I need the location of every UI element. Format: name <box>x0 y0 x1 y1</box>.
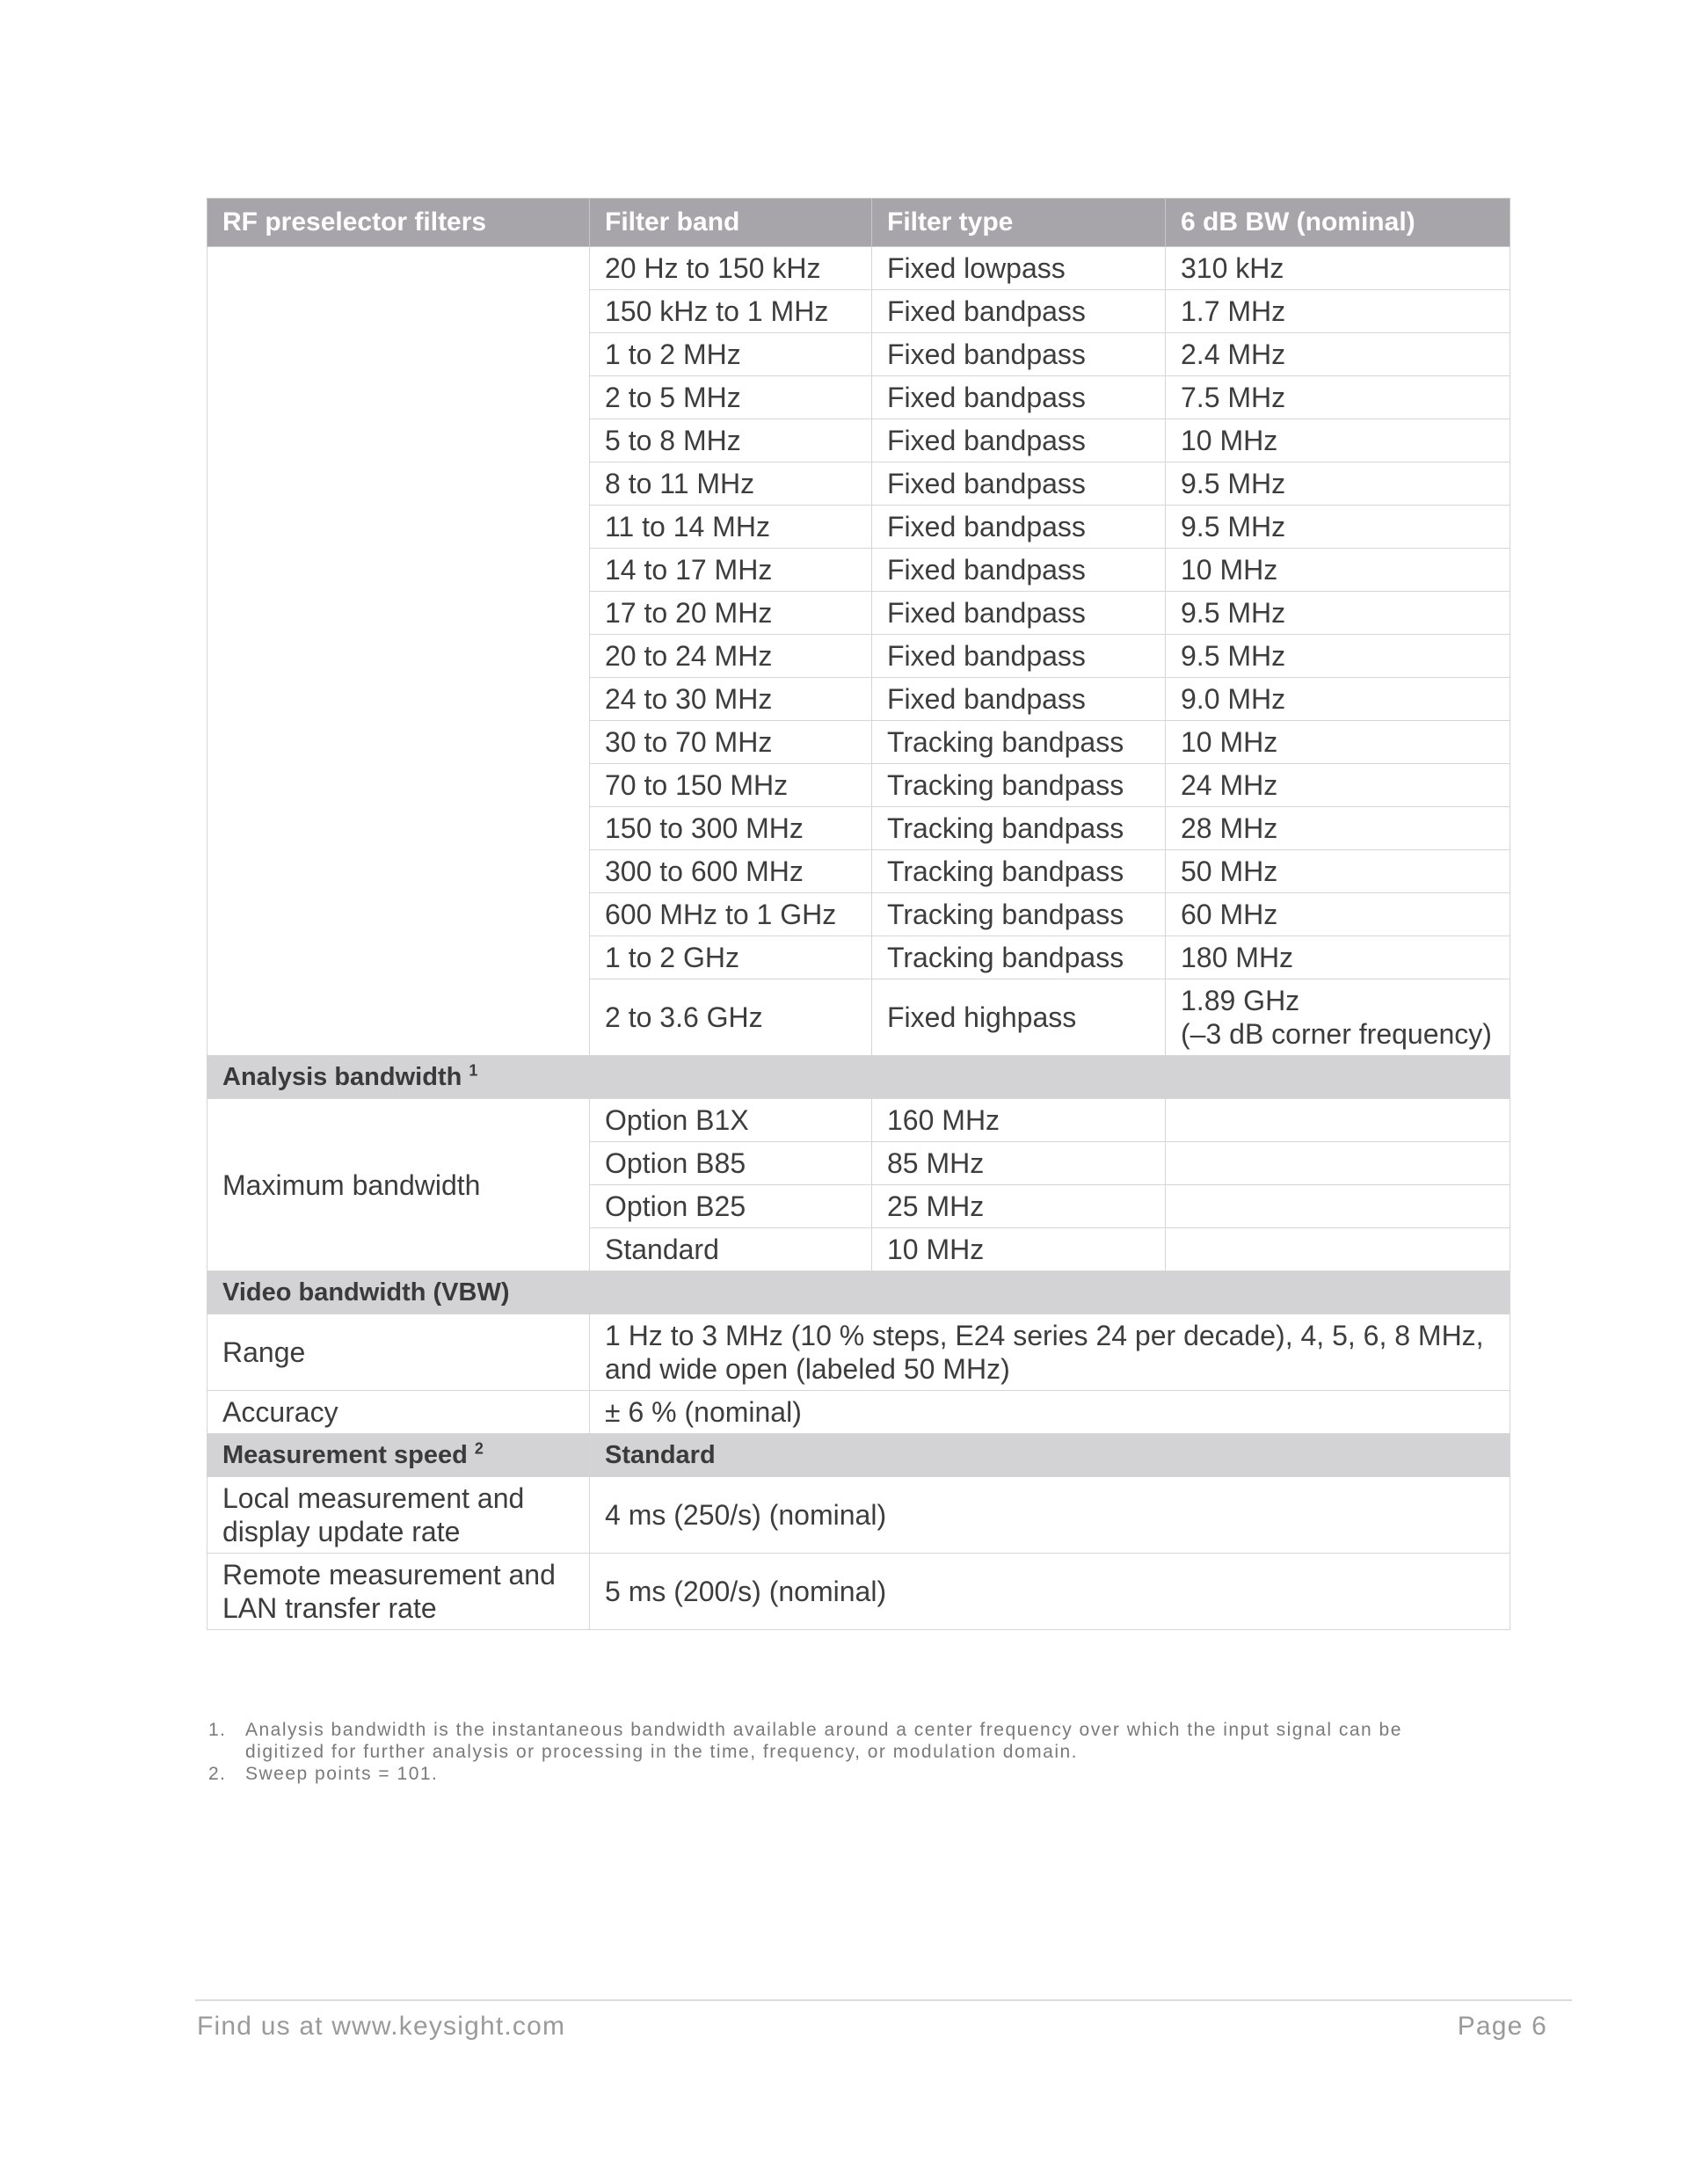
filter-band-cell: 8 to 11 MHz <box>590 462 872 506</box>
filter-type-cell: Fixed bandpass <box>872 333 1166 376</box>
bw-cell <box>1166 979 1510 1056</box>
label-line: Local measurement and <box>222 1482 525 1514</box>
spec-table <box>207 198 1510 1630</box>
filter-band-cell: 70 to 150 MHz <box>590 764 872 807</box>
bw-value: 7.5 MHz <box>1181 382 1286 413</box>
section-row <box>207 1056 1510 1099</box>
footnote-text <box>245 1719 1474 1763</box>
section-label: Analysis bandwidth <box>222 1063 462 1091</box>
footnote-number: 1. <box>208 1720 227 1740</box>
bw-value: 9.5 MHz <box>1181 597 1286 629</box>
bw-cell <box>1166 850 1510 893</box>
footnote-ref: 1 <box>469 1061 478 1080</box>
bw-cell <box>1166 721 1510 764</box>
filter-type-cell: Tracking bandpass <box>872 721 1166 764</box>
table-header-row <box>207 199 1510 247</box>
filter-band-cell: 20 to 24 MHz <box>590 635 872 678</box>
empty-cell <box>1166 1099 1510 1142</box>
filter-band-cell: 1 to 2 GHz <box>590 936 872 979</box>
filter-type-cell: Fixed bandpass <box>872 419 1166 462</box>
bw-value: 10 MHz <box>1181 425 1278 456</box>
remote-rate-label <box>207 1554 590 1630</box>
bw-cell <box>1166 635 1510 678</box>
bw-value: 50 MHz <box>1181 855 1278 887</box>
filter-type-cell: Fixed bandpass <box>872 592 1166 635</box>
bw-cell <box>1166 290 1510 333</box>
footnote-line: Sweep points = 101. <box>245 1764 439 1784</box>
filter-type-cell: Tracking bandpass <box>872 850 1166 893</box>
footnote <box>208 1763 1474 1785</box>
option-bw-cell: 25 MHz <box>872 1185 1166 1228</box>
filter-band-cell: 600 MHz to 1 GHz <box>590 893 872 936</box>
bw-value: 10 MHz <box>1181 726 1278 758</box>
bw-value: 28 MHz <box>1181 812 1278 844</box>
filter-type-cell: Fixed bandpass <box>872 290 1166 333</box>
footnote-ref: 2 <box>474 1439 484 1458</box>
bw-value: 2.4 MHz <box>1181 339 1286 370</box>
bw-value: 9.0 MHz <box>1181 683 1286 715</box>
section-analysis-bandwidth <box>207 1056 1510 1099</box>
local-rate-value: 4 ms (250/s) (nominal) <box>590 1477 1510 1554</box>
filter-band-cell: 2 to 5 MHz <box>590 376 872 419</box>
section-video-bandwidth: Video bandwidth (VBW) <box>207 1271 1510 1314</box>
filter-type-cell: Tracking bandpass <box>872 764 1166 807</box>
filter-type-cell: Tracking bandpass <box>872 807 1166 850</box>
empty-cell <box>1166 1185 1510 1228</box>
header-rf-preselector-filters: RF preselector filters <box>207 199 590 247</box>
option-bw-cell: 10 MHz <box>872 1228 1166 1271</box>
label-line: display update rate <box>222 1516 461 1547</box>
table-row <box>207 247 1510 290</box>
bw-cell <box>1166 247 1510 290</box>
maximum-bandwidth-label: Maximum bandwidth <box>207 1099 590 1271</box>
table-row <box>207 1554 1510 1630</box>
footer-website: Find us at www.keysight.com <box>197 2012 566 2041</box>
filter-type-cell: Fixed bandpass <box>872 506 1166 549</box>
bw-cell <box>1166 506 1510 549</box>
empty-cell <box>1166 1142 1510 1185</box>
filter-band-cell: 20 Hz to 150 kHz <box>590 247 872 290</box>
bw-cell <box>1166 549 1510 592</box>
range-line: and wide open (labeled 50 MHz) <box>605 1353 1010 1385</box>
table-row <box>207 1099 1510 1142</box>
section-row <box>207 1271 1510 1314</box>
label-line: LAN transfer rate <box>222 1592 437 1624</box>
bw-cell <box>1166 592 1510 635</box>
section-measurement-speed <box>207 1434 590 1477</box>
filter-type-cell: Tracking bandpass <box>872 893 1166 936</box>
bw-note: (–3 dB corner frequency) <box>1181 1018 1492 1050</box>
bw-value: 9.5 MHz <box>1181 468 1286 499</box>
filter-type-cell: Tracking bandpass <box>872 936 1166 979</box>
empty-cell <box>1166 1228 1510 1271</box>
table-row <box>207 1391 1510 1434</box>
bw-value: 310 kHz <box>1181 252 1284 284</box>
filter-type-cell: Fixed bandpass <box>872 376 1166 419</box>
bw-value: 9.5 MHz <box>1181 511 1286 542</box>
footnote <box>208 1719 1474 1763</box>
bw-value: 10 MHz <box>1181 554 1278 586</box>
filter-band-cell: 14 to 17 MHz <box>590 549 872 592</box>
section-label: Measurement speed <box>222 1441 468 1469</box>
footnote-line: digitized for further analysis or processing in the time, frequency, or modulation domain. <box>245 1742 1079 1762</box>
section-row <box>207 1434 1510 1477</box>
option-bw-cell: 85 MHz <box>872 1142 1166 1185</box>
filter-type-cell: Fixed lowpass <box>872 247 1166 290</box>
filter-band-cell: 17 to 20 MHz <box>590 592 872 635</box>
header-filter-type: Filter type <box>872 199 1166 247</box>
footnote-number: 2. <box>208 1764 227 1784</box>
accuracy-value: ± 6 % (nominal) <box>590 1391 1510 1434</box>
filter-band-cell: 1 to 2 MHz <box>590 333 872 376</box>
table-row <box>207 1477 1510 1554</box>
filter-band-cell: 150 kHz to 1 MHz <box>590 290 872 333</box>
bw-cell <box>1166 462 1510 506</box>
bw-cell <box>1166 333 1510 376</box>
filter-type-cell: Fixed bandpass <box>872 678 1166 721</box>
bw-cell <box>1166 936 1510 979</box>
bw-value: 9.5 MHz <box>1181 640 1286 672</box>
filter-type-cell: Fixed highpass <box>872 979 1166 1056</box>
option-name-cell: Option B1X <box>590 1099 872 1142</box>
bw-value: 180 MHz <box>1181 942 1294 973</box>
bw-value: 60 MHz <box>1181 899 1278 930</box>
bw-value: 24 MHz <box>1181 769 1278 801</box>
range-line: 1 Hz to 3 MHz (10 % steps, E24 series 24 per decade), 4, 5, 6, 8 MHz, <box>605 1320 1484 1351</box>
accuracy-label: Accuracy <box>207 1391 590 1434</box>
header-filter-band: Filter band <box>590 199 872 247</box>
bw-cell <box>1166 678 1510 721</box>
table-row <box>207 1314 1510 1391</box>
filter-band-cell: 11 to 14 MHz <box>590 506 872 549</box>
bw-cell <box>1166 893 1510 936</box>
option-bw-cell: 160 MHz <box>872 1099 1166 1142</box>
footnotes <box>208 1719 1474 1785</box>
filter-band-cell: 150 to 300 MHz <box>590 807 872 850</box>
header-bw: 6 dB BW (nominal) <box>1166 199 1510 247</box>
local-rate-label <box>207 1477 590 1554</box>
footer-divider <box>195 1999 1572 2001</box>
footnote-line: Analysis bandwidth is the instantaneous bandwidth available around a center frequency over which the input signal can be <box>245 1720 1402 1740</box>
footnote-text <box>245 1763 1474 1785</box>
bw-cell <box>1166 419 1510 462</box>
filter-band-cell: 24 to 30 MHz <box>590 678 872 721</box>
rf-preselector-label-cell <box>207 247 590 1056</box>
bw-value: 1.89 GHz <box>1181 985 1300 1016</box>
range-value <box>590 1314 1510 1391</box>
label-line: Remote measurement and <box>222 1559 556 1591</box>
remote-rate-value: 5 ms (200/s) (nominal) <box>590 1554 1510 1630</box>
filter-band-cell: 30 to 70 MHz <box>590 721 872 764</box>
filter-type-cell: Fixed bandpass <box>872 462 1166 506</box>
filter-band-cell: 2 to 3.6 GHz <box>590 979 872 1056</box>
bw-cell <box>1166 376 1510 419</box>
range-label: Range <box>207 1314 590 1391</box>
option-name-cell: Option B85 <box>590 1142 872 1185</box>
bw-cell <box>1166 764 1510 807</box>
option-name-cell: Standard <box>590 1228 872 1271</box>
bw-value: 1.7 MHz <box>1181 295 1286 327</box>
filter-type-cell: Fixed bandpass <box>872 635 1166 678</box>
filter-band-cell: 300 to 600 MHz <box>590 850 872 893</box>
filter-band-cell: 5 to 8 MHz <box>590 419 872 462</box>
page-number: Page 6 <box>1457 2012 1547 2041</box>
option-name-cell: Option B25 <box>590 1185 872 1228</box>
section-standard: Standard <box>590 1434 1510 1477</box>
bw-cell <box>1166 807 1510 850</box>
filter-type-cell: Fixed bandpass <box>872 549 1166 592</box>
